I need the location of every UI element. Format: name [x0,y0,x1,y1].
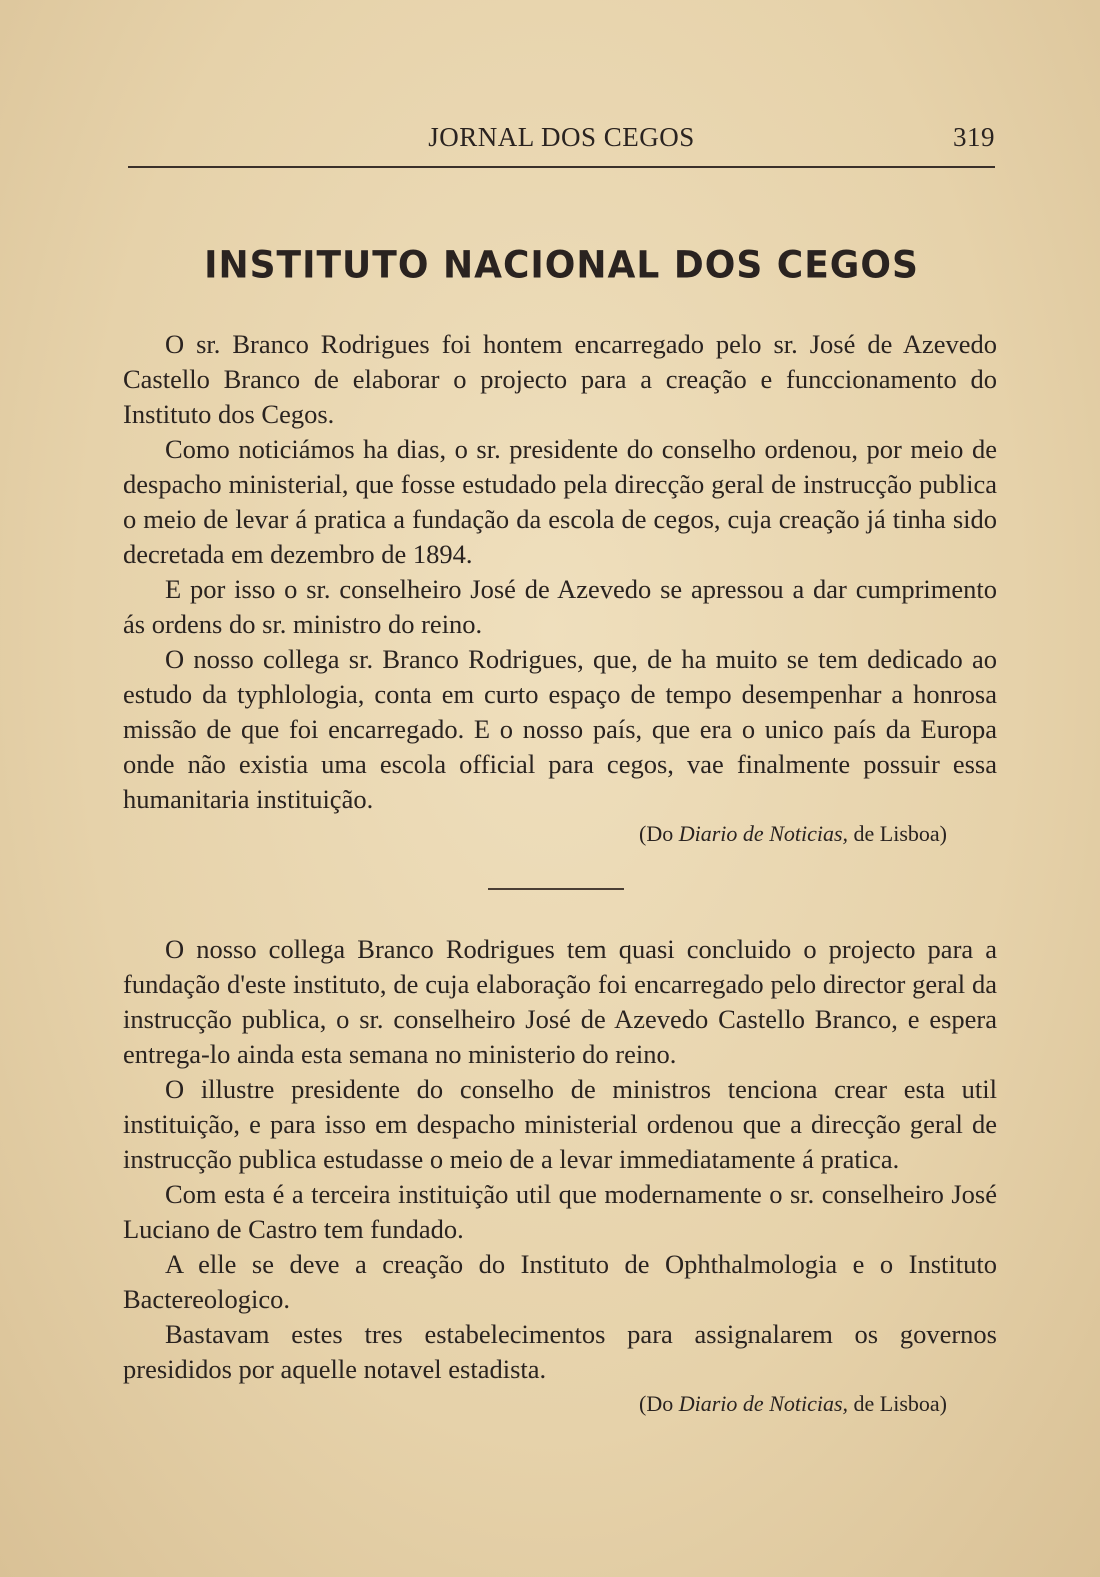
journal-name: JORNAL DOS CEGOS [428,122,695,152]
paragraph: O nosso collega sr. Branco Rodrigues, que, de ha muito se tem dedicado ao estudo da typhlologia, conta em curto espaço de tempo desempenhar a honrosa missão de que foi encarregado. E o nosso país, que era o unico país da Europa onde não existia uma escola official para cegos, vae finalmente possuir essa humanitaria instituição. [123,644,997,814]
source-citation [123,819,997,849]
source-title: Diario de Noticias, [678,821,849,846]
source-prefix: (Do [639,821,674,846]
source-suffix: de Lisboa) [853,821,947,846]
source-prefix: (Do [639,1391,674,1416]
source-citation [123,1389,997,1419]
paragraph: O sr. Branco Rodrigues foi hontem encarregado pelo sr. José de Azevedo Castello Branco de elaborar o projecto para a creação e funccionamento do Instituto dos Cegos. [123,329,997,429]
paragraph: E por isso o sr. conselheiro José de Azevedo se apressou a dar cumprimento ás ordens do sr. ministro do reino. [123,574,997,639]
paragraph: O nosso collega Branco Rodrigues tem quasi concluido o projecto para a fundação d'este instituto, de cuja elaboração foi encarregado pelo director geral da instrucção publica, o sr. conselheiro José de Azevedo Castello Branco, e espera entrega-lo ainda esta semana no ministerio do reino. [123,934,997,1069]
paragraph: Com esta é a terceira instituição util que modernamente o sr. conselheiro José Luciano de Castro tem fundado. [123,1179,997,1244]
article-2 [123,932,997,1419]
source-suffix: de Lisboa) [853,1391,947,1416]
source-title: Diario de Noticias, [678,1391,849,1416]
page-number: 319 [953,122,995,152]
paragraph: Bastavam estes tres estabelecimentos para assignalarem os governos presididos por aquelle notavel estadista. [123,1319,997,1384]
header-rule [128,166,995,168]
paragraph: O illustre presidente do conselho de ministros tenciona crear esta util instituição, e para isso em despacho ministerial ordenou que a direcção geral de instrucção publica estudasse o meio de a levar immediatamente á pratica. [123,1074,997,1174]
section-divider [488,888,624,890]
paragraph: Como noticiámos ha dias, o sr. presidente do conselho ordenou, por meio de despacho ministerial, que fosse estudado pela direcção geral de instrucção publica o meio de levar á pratica a fundação da escola de cegos, cuja creação já tinha sido decretada em dezembro de 1894. [123,434,997,569]
article-1 [123,327,997,849]
article-title: INSTITUTO NACIONAL DOS CEGOS [204,243,919,288]
paragraph: A elle se deve a creação do Instituto de Ophthalmologia e o Instituto Bactereologico. [123,1249,997,1314]
running-head [128,118,995,158]
